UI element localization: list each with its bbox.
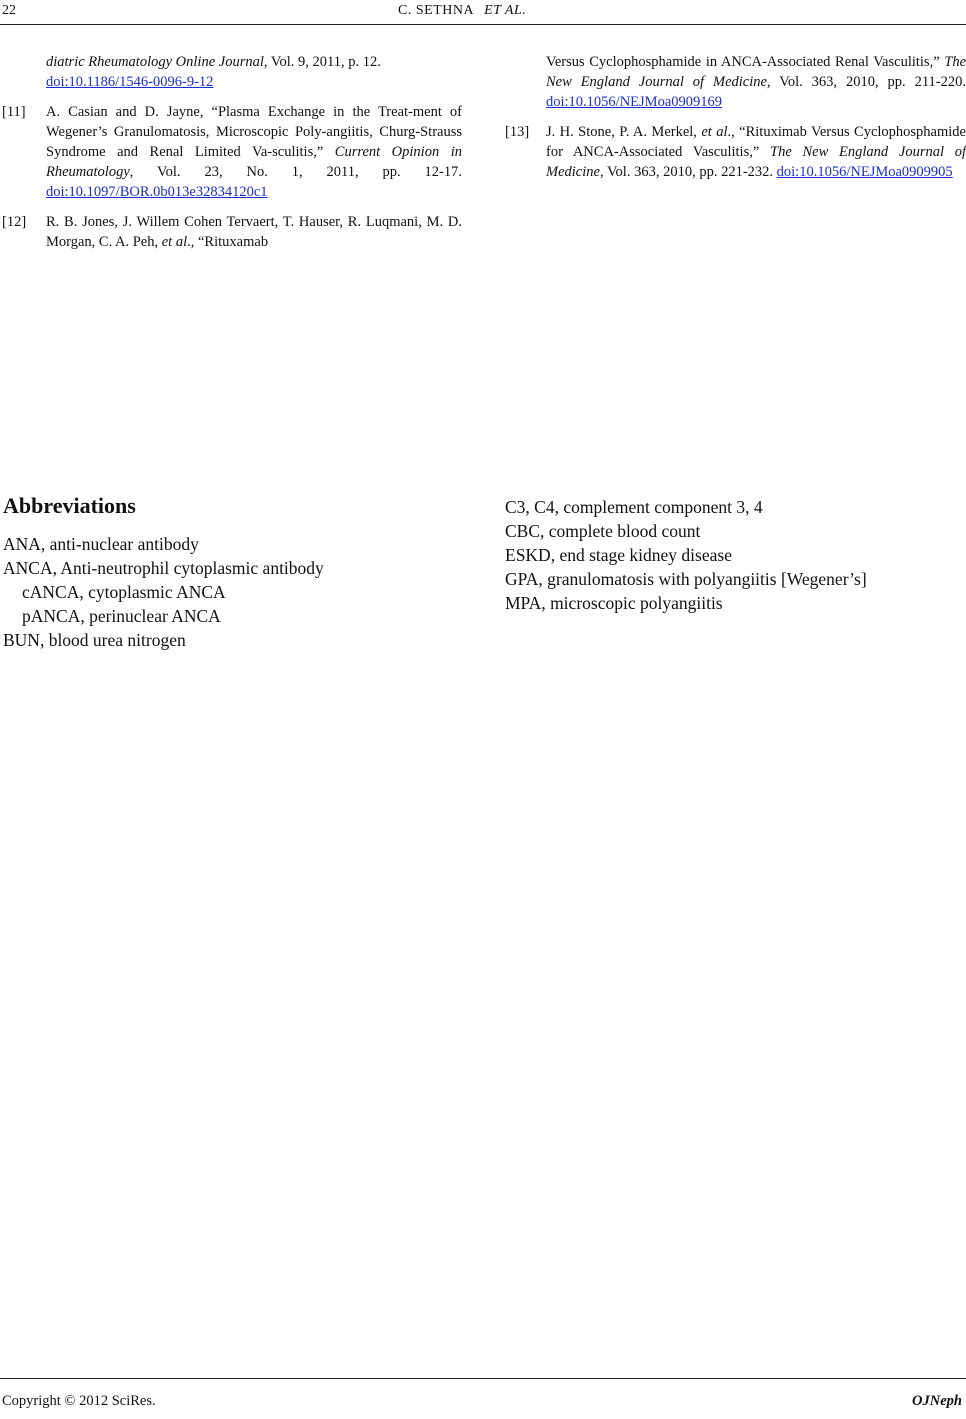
doi-link[interactable]: doi:10.1056/NEJMoa0909905 [776,164,953,180]
doi-link[interactable]: doi:10.1097/BOR.0b013e32834120c1 [46,184,268,200]
reference-journal: Current Opinion in Rheumatology [46,144,462,180]
abbreviation-subitem: pANCA, perinuclear ANCA [22,606,221,626]
reference-13: [13] J. H. Stone, P. A. Merkel, et al., “Rituximab Versus Cyclophosphamide for ANCA-Associated Vasculitis,” The New England Journal of Medicine, Vol. 363, 2010, pp. 221-232. doi:10.1056/NEJMoa0909905 [505,124,966,180]
page-number: 22 [2,3,16,18]
abbreviation-subitem: cANCA, cytoplasmic ANCA [22,582,226,602]
abbreviation-item: BUN, blood urea nitrogen [3,630,186,650]
abbreviation-item: ANA, anti-nuclear antibody [3,534,199,554]
running-author: C. SETHNA [398,3,475,18]
abbreviation-item: ESKD, end stage kidney disease [505,545,732,565]
running-head [398,0,526,22]
reference-11: [11] A. Casian and D. Jayne, “Plasma Exchange in the Treat-ment of Wegener’s Granulomatosis, Microscopic Poly-angiitis, Churg-Strauss Syndrome and Renal Limited Va-sculitis,” Current Opinion in Rheumatology, Vol. 23, No. 1, 2011, pp. 12-17. doi:10.1097/BOR.0b013e32834120c1 [2,104,462,200]
references-right-column [505,52,966,192]
abbreviations-heading: Abbreviations [3,493,136,518]
reference-number: [12] [2,214,27,230]
reference-number: [13] [505,124,530,140]
reference-continuation: diatric Rheumatology Online Journal, Vol. 9, 2011, p. 12. doi:10.1186/1546-0096-9-12 [46,54,381,90]
reference-number: [11] [2,104,26,120]
page-header [0,0,966,25]
page-footer [0,1378,966,1415]
reference-journal: diatric Rheumatology Online Journal [46,54,264,70]
running-etal: ET AL. [484,3,527,18]
reference-journal: The New England Journal of Medicine [546,144,966,180]
abbreviation-item: C3, C4, complement component 3, 4 [505,497,763,517]
abbreviations-right-list [505,495,966,615]
reference-continuation: Versus Cyclophosphamide in ANCA-Associated Renal Vasculitis,” The New England Journal of Medicine, Vol. 363, 2010, pp. 211-220. doi:10.1056/NEJMoa0909169 [546,54,966,110]
abbreviation-item: CBC, complete blood count [505,521,701,541]
abbreviation-item: ANCA, Anti-neutrophil cytoplasmic antibody [3,558,324,578]
doi-link[interactable]: doi:10.1056/NEJMoa0909169 [546,94,723,110]
copyright-notice: Copyright © 2012 SciRes. [2,1393,156,1409]
abbreviation-item: GPA, granulomatosis with polyangiitis [Wegener’s] [505,569,867,589]
reference-12: [12] R. B. Jones, J. Willem Cohen Tervaert, T. Hauser, R. Luqmani, M. D. Morgan, C. A. Peh, et al., “Rituxamab [2,214,462,250]
abbreviation-item: MPA, microscopic polyangiitis [505,593,723,613]
reference-journal: The New England Journal of Medicine [546,54,966,90]
references-left-column [0,52,462,262]
abbreviations-left-list [3,532,473,652]
journal-abbreviation: OJNeph [912,1393,962,1409]
doi-link[interactable]: doi:10.1186/1546-0096-9-12 [46,74,214,90]
